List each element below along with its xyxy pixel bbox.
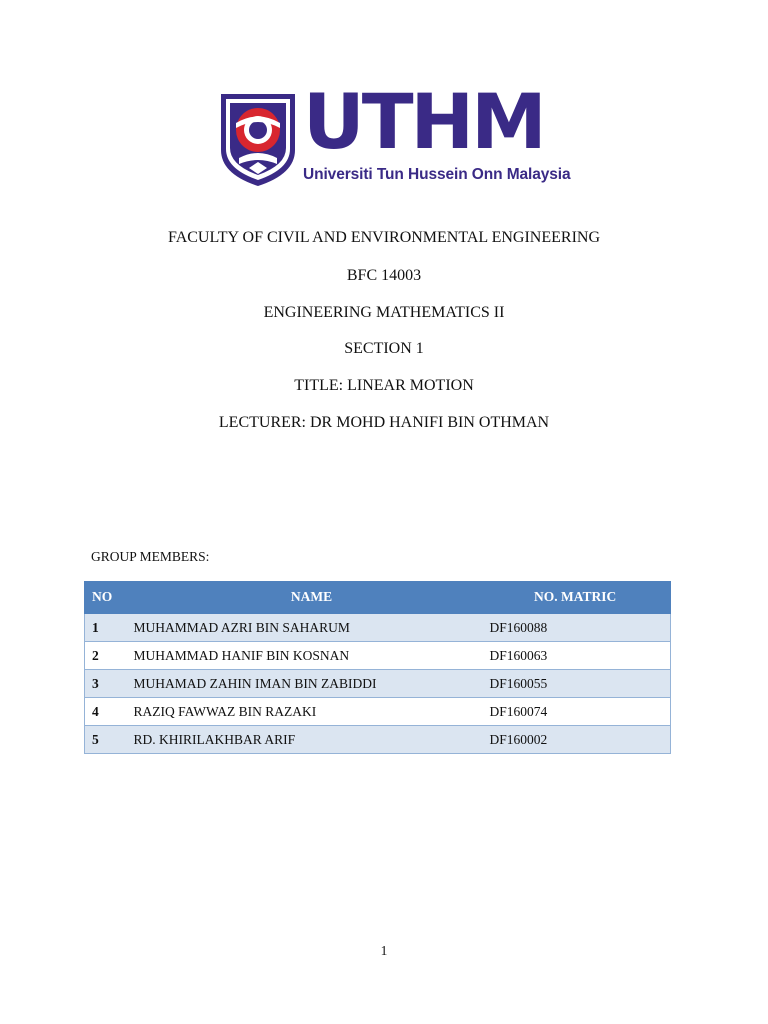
row-number: 5 xyxy=(85,726,134,754)
table-row xyxy=(85,726,671,754)
column-header-name: NAME xyxy=(134,582,490,614)
table-row xyxy=(85,642,671,670)
table-row xyxy=(85,698,671,726)
member-name: MUHAMMAD AZRI BIN SAHARUM xyxy=(134,614,490,642)
column-header-matric: NO. MATRIC xyxy=(490,582,671,614)
matric-number: DF160063 xyxy=(490,642,671,670)
page-number: 1 xyxy=(380,943,388,958)
logo-wordmark: UTHM xyxy=(303,77,544,166)
row-number: 3 xyxy=(85,670,134,698)
matric-number: DF160002 xyxy=(490,726,671,754)
member-name: RD. KHIRILAKHBAR ARIF xyxy=(134,726,490,754)
row-number: 2 xyxy=(85,642,134,670)
faculty-heading: FACULTY OF CIVIL AND ENVIRONMENTAL ENGINEERING xyxy=(167,229,601,246)
logo-subtitle: Universiti Tun Hussein Onn Malaysia xyxy=(303,166,571,183)
column-header-no: NO xyxy=(85,582,134,614)
course-name: ENGINEERING MATHEMATICS II xyxy=(263,304,505,321)
section-heading: SECTION 1 xyxy=(344,340,424,357)
group-members-label: GROUP MEMBERS: xyxy=(91,549,210,564)
member-name: MUHAMAD ZAHIN IMAN BIN ZABIDDI xyxy=(134,670,490,698)
matric-number: DF160088 xyxy=(490,614,671,642)
table-row xyxy=(85,670,671,698)
member-name: MUHAMMAD HANIF BIN KOSNAN xyxy=(134,642,490,670)
matric-number: DF160074 xyxy=(490,698,671,726)
assignment-title: TITLE: LINEAR MOTION xyxy=(294,377,474,394)
lecturer-heading: LECTURER: DR MOHD HANIFI BIN OTHMAN xyxy=(218,414,550,431)
row-number: 1 xyxy=(85,614,134,642)
course-code: BFC 14003 xyxy=(346,267,422,284)
group-members-table xyxy=(84,581,671,754)
member-name: RAZIQ FAWWAZ BIN RAZAKI xyxy=(134,698,490,726)
uthm-crest-icon xyxy=(219,92,297,188)
matric-number: DF160055 xyxy=(490,670,671,698)
row-number: 4 xyxy=(85,698,134,726)
table-header-row xyxy=(85,582,671,614)
uthm-logo xyxy=(219,77,571,188)
table-row xyxy=(85,614,671,642)
